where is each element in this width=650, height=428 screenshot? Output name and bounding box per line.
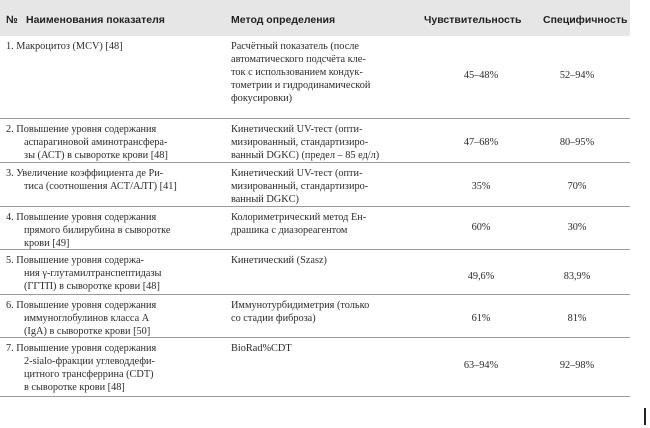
name-line: иммуноглобулинов класса А — [24, 313, 150, 324]
sensitivity-cell: 49,6% — [467, 271, 495, 282]
name-line: 4. Повышение уровня содержания — [6, 212, 157, 223]
specificity-cell: 70% — [567, 181, 587, 192]
table-header — [0, 0, 630, 36]
sensitivity-cell: 47–68% — [463, 137, 499, 148]
specificity-cell: 81% — [567, 313, 587, 324]
name-line: крови [49] — [24, 238, 70, 249]
indicator-name-cell — [6, 254, 214, 293]
name-line: ния γ-глутамилтранспептидазы — [24, 268, 162, 279]
header-method: Метод определения — [231, 14, 336, 26]
method-line: драшика с диазореагентом — [231, 225, 348, 236]
indicator-name-cell — [6, 123, 214, 162]
method-line: Кинетический UV-тест (опти- — [231, 124, 363, 135]
specificity-cell: 83,9% — [563, 271, 591, 282]
header-number: № — [6, 14, 18, 26]
table-row — [0, 207, 630, 250]
method-line: автоматического подсчёта кле- — [231, 54, 366, 65]
method-line: тометрии и гидродинамической — [231, 80, 371, 91]
indicator-name-cell — [6, 299, 214, 338]
name-line: 1. Макроцитоз (MCV) [48] — [6, 41, 123, 52]
sensitivity-cell: 63–94% — [463, 360, 499, 371]
method-line: фокусировки) — [231, 93, 293, 104]
name-line: в сыворотке крови [48] — [24, 382, 125, 393]
table-row — [0, 36, 630, 119]
method-line: BioRad%CDT — [231, 343, 292, 354]
name-line: зы (АСТ) в сыворотке крови [48] — [24, 150, 168, 161]
name-line: 5. Повышение уровня содержа- — [6, 255, 144, 266]
name-line: (IgA) в сыворотке крови [50] — [24, 326, 151, 337]
method-cell — [231, 342, 431, 355]
name-line: аспарагиновой аминотрансфера- — [24, 137, 168, 148]
name-line: цитного трансферрина (CDT) — [24, 369, 154, 380]
method-cell — [231, 299, 431, 325]
indicator-name-cell — [6, 211, 214, 250]
method-line: мизированный, стандартизиро- — [231, 137, 369, 148]
sensitivity-cell: 61% — [471, 313, 491, 324]
name-line: (ГГТП) в сыворотке крови [48] — [24, 281, 160, 292]
method-cell — [231, 40, 431, 105]
method-line: ванный DGKC) — [231, 194, 299, 205]
name-line: 6. Повышение уровня содержания — [6, 300, 157, 311]
name-line: 7. Повышение уровня содержания — [6, 343, 157, 354]
name-line: 2-sialo-фракции углеводдефи- — [24, 356, 155, 367]
text-cursor — [644, 408, 646, 425]
name-line: тиса (соотношения АСТ/АЛТ) [41] — [24, 181, 177, 192]
method-line: Кинетический UV-тест (опти- — [231, 168, 363, 179]
method-cell — [231, 254, 431, 267]
table-row — [0, 250, 630, 295]
sensitivity-cell: 35% — [471, 181, 491, 192]
header-name: Наименования показателя — [26, 14, 165, 26]
indicator-name-cell — [6, 167, 214, 193]
name-line: 3. Увеличение коэффициента де Ри- — [6, 168, 164, 179]
name-line: 2. Повышение уровня содержания — [6, 124, 157, 135]
method-cell — [231, 167, 431, 206]
indicator-name-cell — [6, 40, 214, 53]
method-cell — [231, 123, 431, 162]
header-specificity: Специфичность — [543, 14, 628, 26]
method-line: ванный DGKC) (предел – 85 ед/л) — [231, 150, 380, 161]
method-line: Колориметрический метод Ен- — [231, 212, 367, 223]
table-row — [0, 163, 630, 207]
specificity-cell: 52–94% — [559, 70, 595, 81]
sensitivity-cell: 45–48% — [463, 70, 499, 81]
method-line: Иммунотурбидиметрия (только — [231, 300, 370, 311]
indicator-name-cell — [6, 342, 214, 394]
header-sensitivity: Чувствительность — [424, 14, 522, 26]
method-line: ток с использованием кондук- — [231, 67, 363, 78]
table-row — [0, 295, 630, 338]
method-cell — [231, 211, 431, 237]
method-line: мизированный, стандартизиро- — [231, 181, 369, 192]
table-row — [0, 338, 630, 397]
method-line: Расчётный показатель (после — [231, 41, 359, 52]
method-line: со стадии фиброза) — [231, 313, 316, 324]
method-line: Кинетический (Szasz) — [231, 255, 327, 266]
sensitivity-cell: 60% — [471, 222, 491, 233]
specificity-cell: 92–98% — [559, 360, 595, 371]
table-body — [0, 36, 630, 397]
specificity-cell: 30% — [567, 222, 587, 233]
name-line: прямого билирубина в сыворотке — [24, 225, 171, 236]
specificity-cell: 80–95% — [559, 137, 595, 148]
table-row — [0, 119, 630, 163]
